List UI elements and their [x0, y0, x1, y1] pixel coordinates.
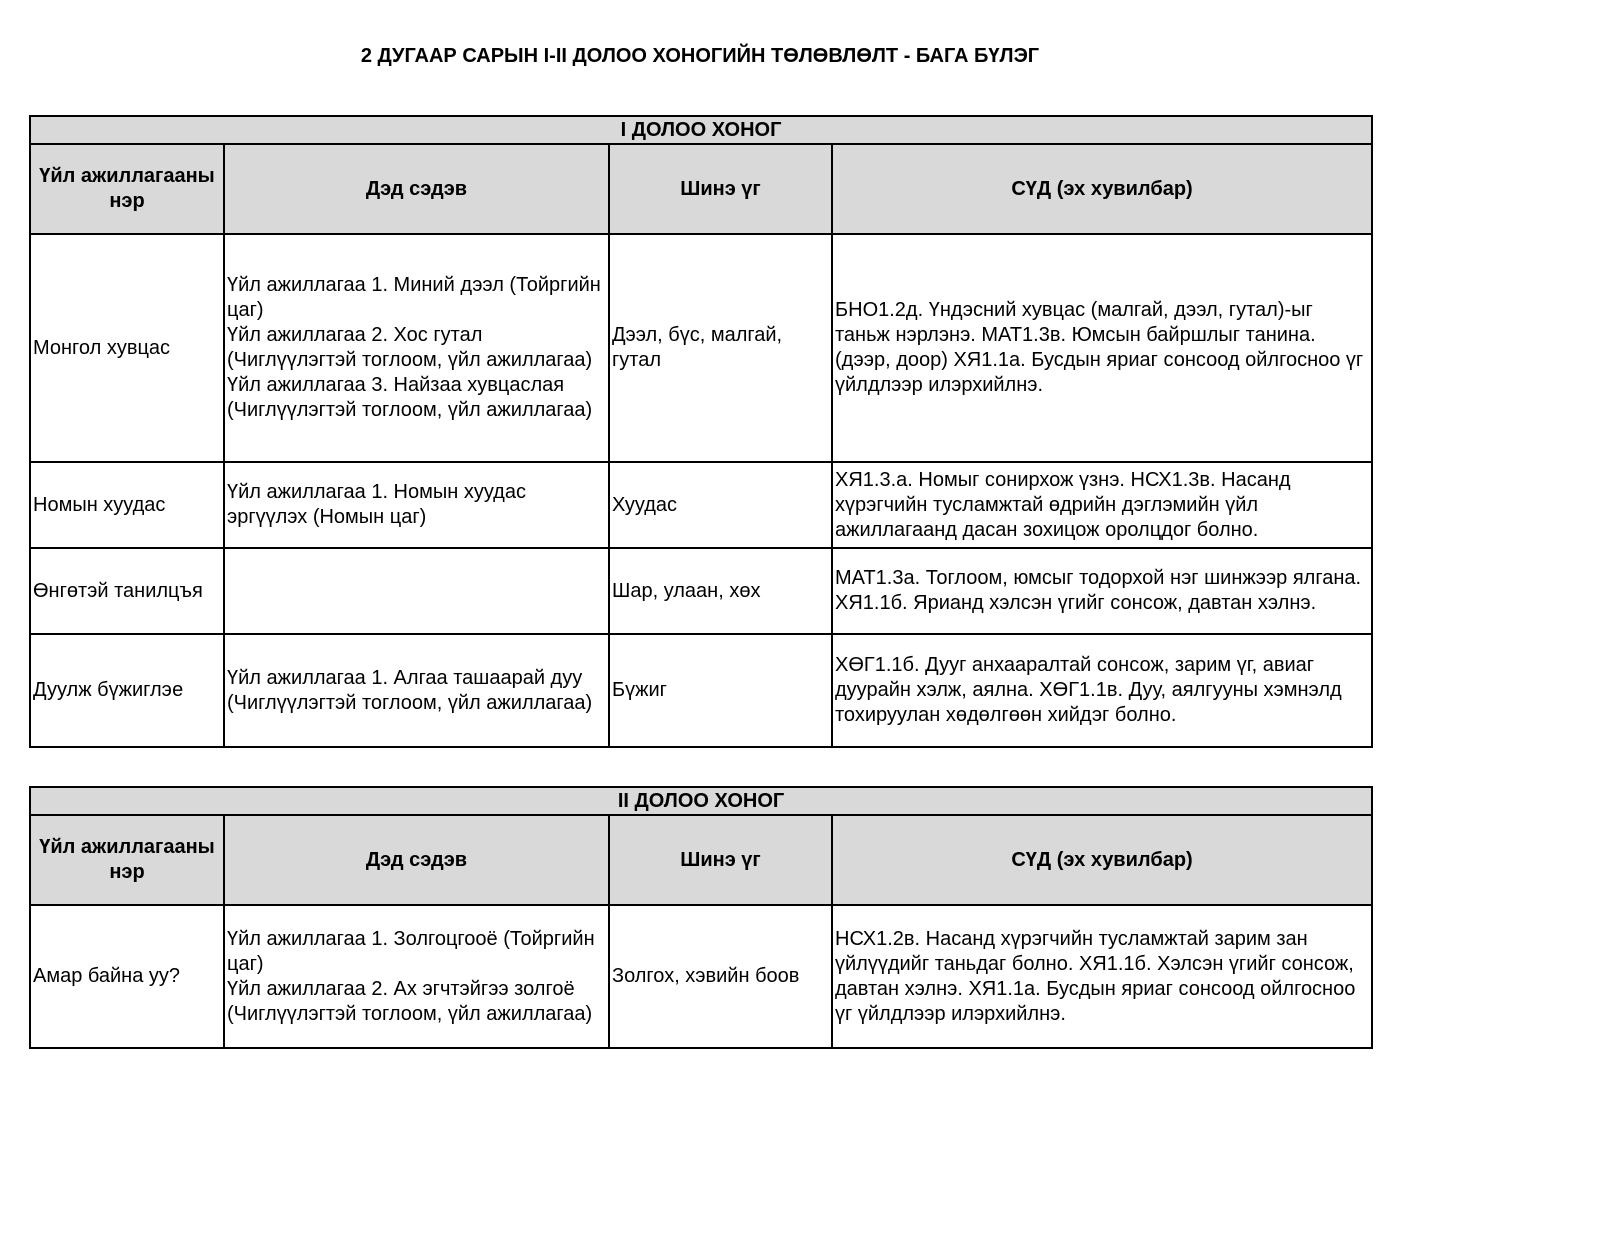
table-row: [30, 548, 1372, 634]
standard-cell: ХЯ1.3.а. Номыг сонирхож үзнэ. НСХ1.3в. Насанд хүрэгчийн тусламжтай өдрийн дэглэмийн үйл ажиллагаанд дасан зохицож оролцдог болно.: [832, 462, 1372, 548]
subtopic-line: Үйл ажиллагаа 1. Миний дээл (Тойргийн цаг): [227, 274, 601, 321]
column-header-new-words: Шинэ үг: [609, 815, 832, 905]
column-header-activity: Үйл ажиллагааны нэр: [30, 144, 224, 234]
subtopic-line: Үйл ажиллагаа 2. Ах эгчтэйгээ золгоё (Чиглүүлэгтэй тоглоом, үйл ажиллагаа): [227, 977, 593, 1025]
standard-cell: БНО1.2д. Үндэсний хувцас (малгай, дээл, гутал)-ыг таньж нэрлэнэ. МАТ1.3в. Юмсын байршлыг танина. (дээр, доор) ХЯ1.1а. Бусдын яриаг сонсоод ойлгосноо үг үйлдлээр илэрхийлнэ.: [832, 234, 1372, 462]
subtopic-line: Үйл ажиллагаа 1. Золгоцгооё (Тойргийн цаг): [227, 927, 595, 975]
column-header-activity: Үйл ажиллагааны нэр: [30, 815, 224, 905]
week-heading: II ДОЛОО ХОНОГ: [30, 787, 1372, 815]
subtopic-line: Үйл ажиллагаа 1. Номын хуудас эргүүлэх (Номын цаг): [227, 481, 526, 528]
activity-name-cell: Амар байна уу?: [30, 905, 224, 1048]
subtopic-line: Үйл ажиллагаа 3. Найзаа хувцаслая (Чиглүүлэгтэй тоглоом, үйл ажиллагаа): [227, 374, 593, 421]
column-header-subtopic: Дэд сэдэв: [224, 144, 609, 234]
subtopic-line: Үйл ажиллагаа 2. Хос гутал (Чиглүүлэгтэй тоглоом, үйл ажиллагаа): [227, 324, 593, 371]
subtopic-cell: [224, 634, 609, 747]
new-words-cell: Золгох, хэвийн боов: [609, 905, 832, 1048]
subtopic-cell: [224, 462, 609, 548]
subtopic-cell: [224, 234, 609, 462]
week-2-table: [29, 786, 1373, 1049]
week-heading: I ДОЛОО ХОНОГ: [30, 116, 1372, 144]
column-header-new-words: Шинэ үг: [609, 144, 832, 234]
activity-name-cell: Өнгөтэй танилцъя: [30, 548, 224, 634]
table-row: [30, 905, 1372, 1048]
new-words-cell: Шар, улаан, хөх: [609, 548, 832, 634]
week-1-table: [29, 115, 1373, 748]
new-words-cell: Дээл, бүс, малгай, гутал: [609, 234, 832, 462]
subtopic-cell: [224, 548, 609, 634]
document-title: 2 ДУГААР САРЫН I-II ДОЛОО ХОНОГИЙН ТӨЛӨВЛӨЛТ - БАГА БҮЛЭГ: [360, 45, 1040, 67]
activity-name-cell: Номын хуудас: [30, 462, 224, 548]
activity-name-cell: Дуулж бүжиглэе: [30, 634, 224, 747]
subtopic-cell: [224, 905, 609, 1048]
table-row: [30, 462, 1372, 548]
new-words-cell: Хуудас: [609, 462, 832, 548]
column-header-standard: СҮД (эх хувилбар): [832, 144, 1372, 234]
column-header-subtopic: Дэд сэдэв: [224, 815, 609, 905]
activity-name-cell: Монгол хувцас: [30, 234, 224, 462]
table-row: [30, 634, 1372, 747]
column-header-standard: СҮД (эх хувилбар): [832, 815, 1372, 905]
standard-cell: НСХ1.2в. Насанд хүрэгчийн тусламжтай зарим зан үйлүүдийг таньдаг болно. ХЯ1.1б. Хэлсэн үгийг сонсож, давтан хэлнэ. ХЯ1.1а. Бусдын яриаг сонсоод ойлгосноо үг үйлдлээр илэрхийлнэ.: [832, 905, 1372, 1048]
standard-cell: МАТ1.3а. Тоглоом, юмсыг тодорхой нэг шинжээр ялгана. ХЯ1.1б. Ярианд хэлсэн үгийг сонсож, давтан хэлнэ.: [832, 548, 1372, 634]
subtopic-line: Үйл ажиллагаа 1. Алгаа ташаарай дуу (Чиглүүлэгтэй тоглоом, үйл ажиллагаа): [227, 666, 593, 714]
new-words-cell: Бүжиг: [609, 634, 832, 747]
standard-cell: ХӨГ1.1б. Дууг анхааралтай сонсож, зарим үг, авиаг дуурайн хэлж, аялна. ХӨГ1.1в. Дуу, аялгууны хэмнэлд тохируулан хөдөлгөөн хийдэг болно.: [832, 634, 1372, 747]
table-row: [30, 234, 1372, 462]
